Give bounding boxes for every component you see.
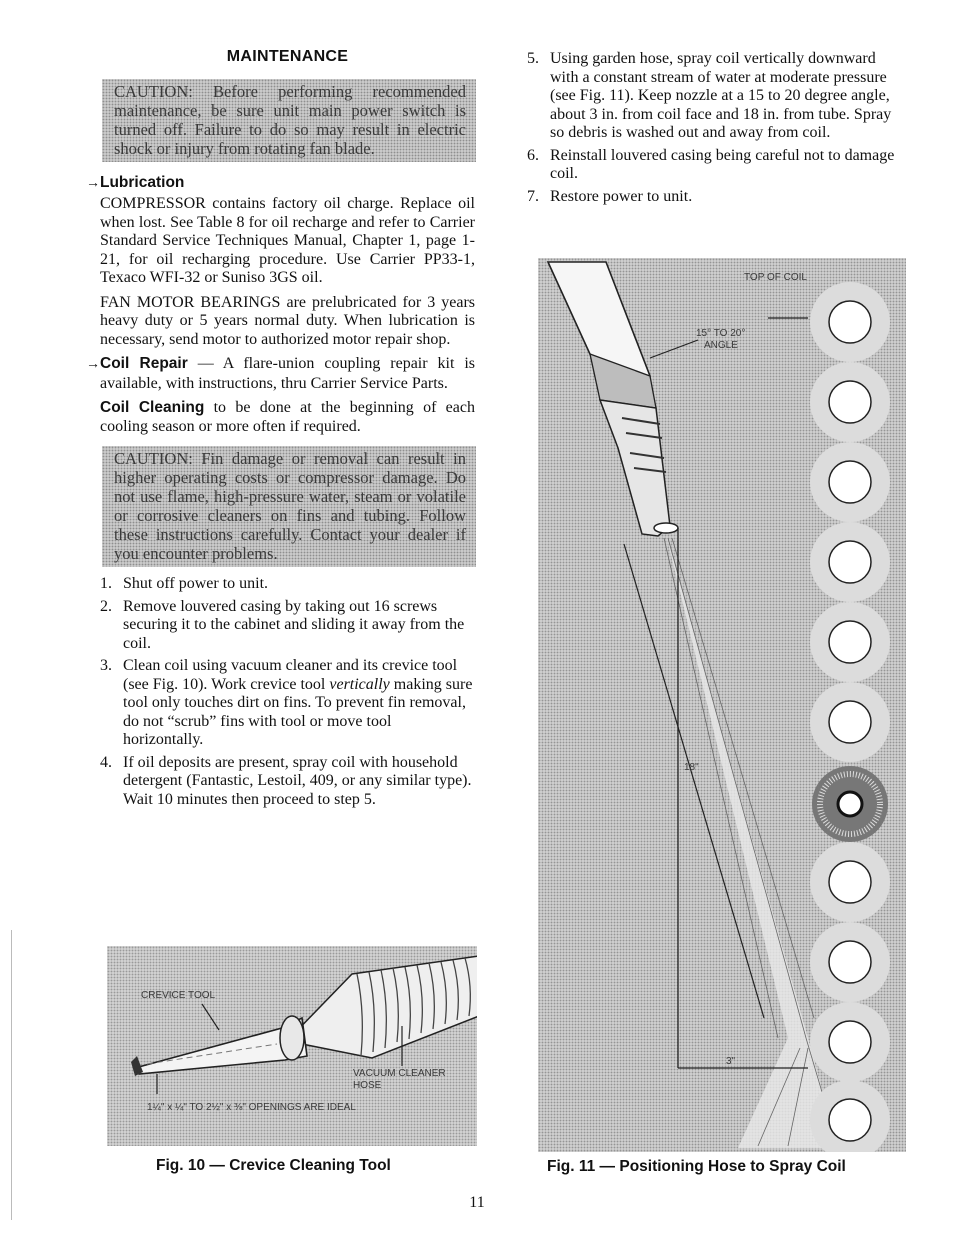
label-18-inches: 18" <box>684 762 699 773</box>
section-heading: MAINTENANCE <box>226 48 349 65</box>
coil-cleaning-heading: Coil Cleaning <box>100 399 205 416</box>
coil-tube-icon <box>810 682 890 762</box>
coil-tubes <box>810 282 890 1152</box>
step-text: If oil deposits are present, spray coil with household detergent (Fantastic, Lestoil, 409, or any similar type). Wait 10 minutes then proceed to step 5. <box>123 753 472 808</box>
coil-tube-icon <box>810 1002 890 1082</box>
figure-10-caption: Fig. 10 — Crevice Cleaning Tool <box>156 1157 391 1174</box>
tool-collar-icon <box>280 1016 304 1060</box>
page-number: 11 <box>469 1194 485 1211</box>
step-text: Restore power to unit. <box>550 187 693 205</box>
list-item <box>527 50 903 143</box>
step-number: 2. <box>100 597 112 615</box>
lubrication-heading-line <box>86 173 475 194</box>
step-text: making sure tool only touches dirt on fins. To prevent fin removal, do not “scrub” fins with tool or move tool horizontally. <box>123 675 473 748</box>
step-text: Using garden hose, spray coil vertically downward with a constant stream of water at moderate pressure (see Fig. 11). Keep nozzle at a 15 to 20 degree angle, about 3 in. from coil face and 18 in. from tube. Spray so debris is washed out and away from coil. <box>550 50 892 141</box>
label-hose: HOSE <box>353 1080 382 1091</box>
coil-cleaning-paragraph <box>100 399 475 436</box>
coil-tube-icon <box>810 442 890 522</box>
cleaning-steps-list-continued <box>527 50 903 206</box>
label-3-inches: 3" <box>726 1056 736 1067</box>
list-item <box>100 657 475 750</box>
list-item <box>527 188 903 207</box>
step-text: Remove louvered casing by taking out 16 screws securing it to the cabinet and sliding it away from the coil. <box>123 597 465 652</box>
figure-11-caption: Fig. 11 — Positioning Hose to Spray Coil <box>547 1158 846 1175</box>
right-column <box>527 50 903 210</box>
hose-spray-illustration <box>538 258 906 1152</box>
left-column <box>86 48 475 813</box>
fan-motor-paragraph: FAN MOTOR BEARINGS are prelubricated for 3 years heavy duty or 5 years normal duty. When lubrication is necessary, send motor to authorized motor repair shop. <box>100 293 475 348</box>
step-number: 4. <box>100 753 112 771</box>
cleaning-steps-list <box>100 575 475 809</box>
coil-tube-icon <box>810 922 890 1002</box>
list-item <box>100 575 475 594</box>
step-number: 6. <box>527 146 539 164</box>
coil-repair-text: — A flare-union coupling repair kit is available, with instructions, thru Carrier Service Parts. <box>100 355 475 392</box>
step-emphasis: vertically <box>329 675 390 693</box>
step-number: 7. <box>527 187 539 205</box>
caution-box-power: CAUTION: Before performing recommended maintenance, be sure unit main power switch is turned off. Failure to do so may result in electric shock or injury from rotating fan blade. <box>102 79 476 162</box>
coil-tube-icon <box>810 602 890 682</box>
caution-box-fin-damage: CAUTION: Fin damage or removal can result in higher operating costs or compressor damage. Do not use flame, high-pressure water, steam or volatile or corrosive cleaners on fins and tubing. Follow these instructions carefully. Contact your dealer if you encounter problems. <box>102 446 476 567</box>
coil-repair-heading: Coil Repair <box>100 355 188 372</box>
list-item <box>527 147 903 184</box>
coil-tube-icon <box>810 362 890 442</box>
figure-10-crevice-tool <box>107 946 477 1146</box>
step-text: Reinstall louvered casing being careful not to damage coil. <box>550 146 895 182</box>
compressor-paragraph: COMPRESSOR contains factory oil charge. Replace oil when lost. See Table 8 for oil recharge and refer to Carrier Standard Service Techniques Manual, Chapter 1, page 1-21, for oil recharging procedure. Use Carrier PP33-1, Texaco WFI-32 or Suniso 3GS oil. <box>100 195 475 286</box>
vacuum-hose-icon <box>287 956 477 1058</box>
step-number: 1. <box>100 575 112 592</box>
step-text: Shut off power to unit. <box>123 575 269 592</box>
figure-11-hose-spray <box>538 258 906 1152</box>
coil-tube-fins-icon <box>812 766 888 842</box>
crevice-tool-illustration <box>107 946 477 1146</box>
label-angle: ANGLE <box>704 340 738 351</box>
coil-repair-paragraph <box>86 355 475 393</box>
label-angle-degrees: 15° TO 20° <box>696 328 746 339</box>
change-marker-icon: → <box>86 357 100 372</box>
change-marker-icon: → <box>86 175 100 191</box>
coil-tube-icon <box>810 842 890 922</box>
coil-cleaning-text: to be done at the beginning of each cooling season or more often if required. <box>100 399 475 435</box>
coil-tube-icon <box>810 522 890 602</box>
page-edge-line <box>11 930 12 1220</box>
label-top-of-coil: TOP OF COIL <box>744 272 807 283</box>
nozzle-tip-icon <box>654 523 678 533</box>
lubrication-heading: Lubrication <box>100 173 185 191</box>
step-number: 3. <box>100 657 112 674</box>
coil-tube-icon <box>810 282 890 362</box>
step-number: 5. <box>527 50 539 67</box>
step-text: Clean coil using vacuum cleaner and its crevice tool (see Fig. 10). Work crevice tool <box>123 657 458 693</box>
list-item <box>100 754 475 810</box>
label-vacuum-hose: VACUUM CLEANER <box>353 1068 446 1079</box>
label-crevice-tool: CREVICE TOOL <box>141 990 216 1001</box>
list-item <box>100 598 475 654</box>
label-openings: 1¼" x ¼" TO 2½" x ⅜" OPENINGS ARE IDEAL <box>147 1102 356 1113</box>
